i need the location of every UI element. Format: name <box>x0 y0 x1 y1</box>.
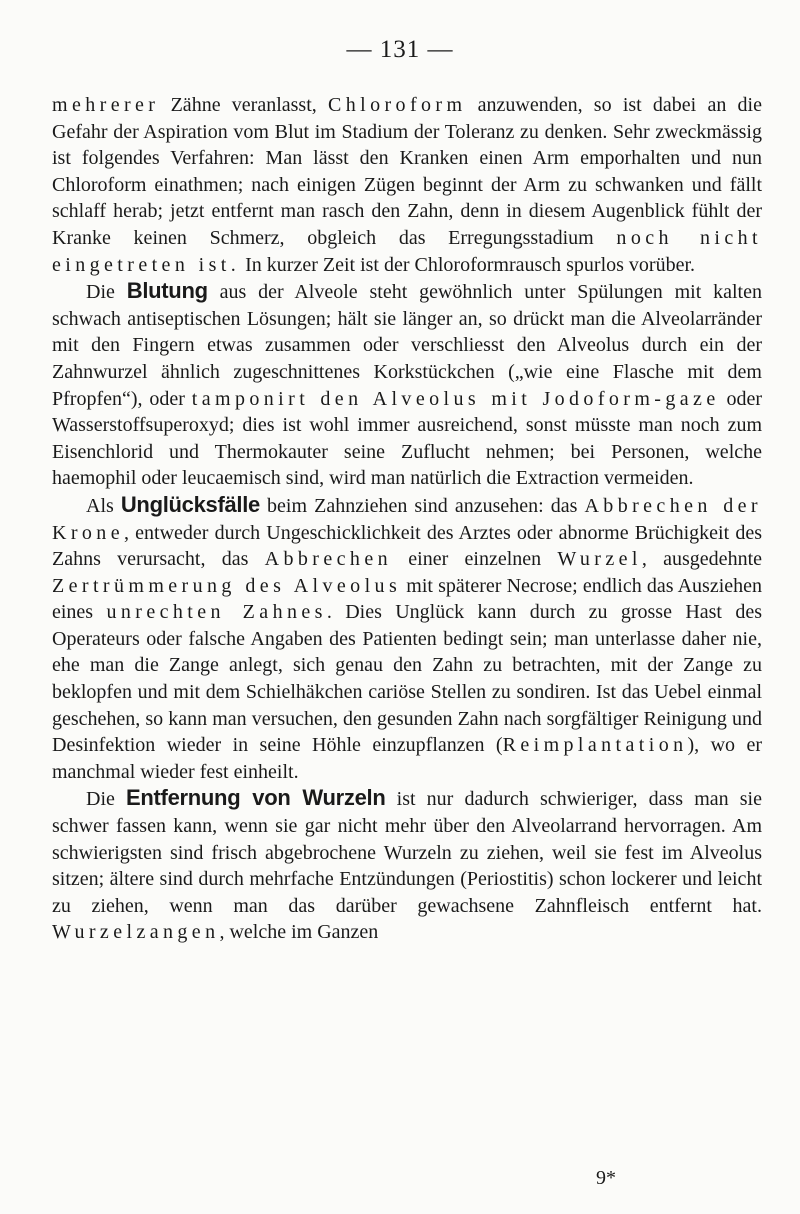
text-run: ), wo er manchmal wieder fest einheilt. <box>52 734 762 783</box>
text-run: . Dies Unglück kann durch zu grosse Hast des Operateurs oder falsche Angaben des Patienten bedingt sein; man unterlasse daher nie, ehe man die Zange anlegt, sich genau den Zahn zu betrachten, mit der Zange zu beklopfen und mit dem Schielhäkchen cariöse Stellen zu sondiren. Ist das Uebel einmal geschehen, so kann man versuchen, den gesunden Zahn nach sorgfältiger Reinigung und Desinfektion wieder in seine Höhle einzupflanzen ( <box>52 601 762 757</box>
text-run: Zähne veranlasst, <box>159 94 328 116</box>
text-run: einer einzelnen <box>392 548 558 571</box>
emphasized-text: tamponirt den Alveolus mit Jodoform-gaze <box>191 387 720 410</box>
emphasized-text: Reimplantation <box>502 734 688 757</box>
inline-heading: Blutung <box>126 278 208 304</box>
text-run: , welche im Ganzen <box>219 921 379 944</box>
text-run: mit späterer Necrose; endlich das Ausziehen eines <box>52 574 763 624</box>
text-run: aus der Alveole steht gewöhnlich unter Spülungen mit kalten schwach antiseptischen Lösungen; hält sie länger an, so drückt man die Alveolarränder mit den Fingern etwas zusammen oder verschliesst den Alveolus durch ein der Zahnwurzel ähnlich zugeschnittenes Korkstückchen („wie eine Flasche mit dem Pfropfen“), oder <box>52 281 762 410</box>
inline-heading: Unglücksfälle <box>120 491 260 517</box>
text-run: oder Wasserstoffsuperoxyd; dies ist wohl immer ausreichend, sonst müsste man noch zum Eisenchlorid und Thermokauter seine Zuflucht nehmen; bei Personen, welche haemophil oder leucaemisch sind, wird man natürlich die Extraction vermeiden. <box>52 387 762 490</box>
text-run: Die <box>86 281 127 304</box>
paragraph-blutung <box>52 278 762 492</box>
text-run: anzuwenden, so ist dabei an die Gefahr der Aspiration vom Blut im Stadium der Toleranz zu denken. Sehr zweckmässig ist folgendes Verfahren: Man lässt den Kranken einen Arm emporhalten und nun Chloroform einathmen; nach einigen Zügen beginnt der Arm zu schwanken und fällt schlaff herab; jetzt entfernt man rasch den Zahn, denn in diesem Augenblick fühlt der Kranke keinen Schmerz, obgleich das Erregungsstadium <box>52 94 762 249</box>
text-run: , ausgedehnte <box>641 548 762 571</box>
paragraph-ungluecksfaelle <box>52 492 762 786</box>
emphasized-text: noch nicht eingetreten ist. <box>52 226 762 276</box>
paragraph-entfernung-von-wurzeln <box>52 785 762 946</box>
emphasized-text: Zertrümmerung des Alveolus <box>52 574 402 597</box>
emphasized-text: mehrerer <box>52 94 160 116</box>
text-run: Als <box>86 494 121 517</box>
paragraph-chloroform <box>52 92 762 278</box>
body-text <box>52 92 762 946</box>
emphasized-text: Chloroform <box>327 94 467 116</box>
page-number: — 131 — <box>346 36 454 63</box>
text-run: beim Zahnziehen sind anzusehen: das <box>260 494 585 517</box>
text-run: In kurzer Zeit ist der Chloroformrausch spurlos vorüber. <box>240 253 696 276</box>
emphasized-text: unrechten Zahnes <box>106 601 327 624</box>
inline-heading: Entfernung von Wurzeln <box>126 785 386 811</box>
text-run: Die <box>86 788 127 811</box>
text-run: ist nur dadurch schwieriger, dass man sie schwer fassen kann, wenn sie gar nicht mehr über den Alveolarrand hervorragen. Am schwierigsten sind frisch abgebrochene Wurzeln zu ziehen, weil sie fest im Alveolus sitzen; ältere sind durch mehrfache Entzündungen (Periostitis) schon lockerer und leicht zu ziehen, wenn man das darüber gewachsene Zahnfleisch entfernt hat. <box>52 788 762 917</box>
text-run: , entweder durch Ungeschicklichkeit des Arztes oder abnorme Brüchigkeit des Zahns verursacht, das <box>52 521 762 571</box>
signature-mark: 9* <box>596 1167 616 1189</box>
emphasized-text: Abbrechen der Krone <box>52 494 762 544</box>
emphasized-text: Wurzel <box>557 548 642 571</box>
emphasized-text: Abbrechen <box>264 548 392 571</box>
emphasized-text: Wurzelzangen <box>52 921 220 944</box>
